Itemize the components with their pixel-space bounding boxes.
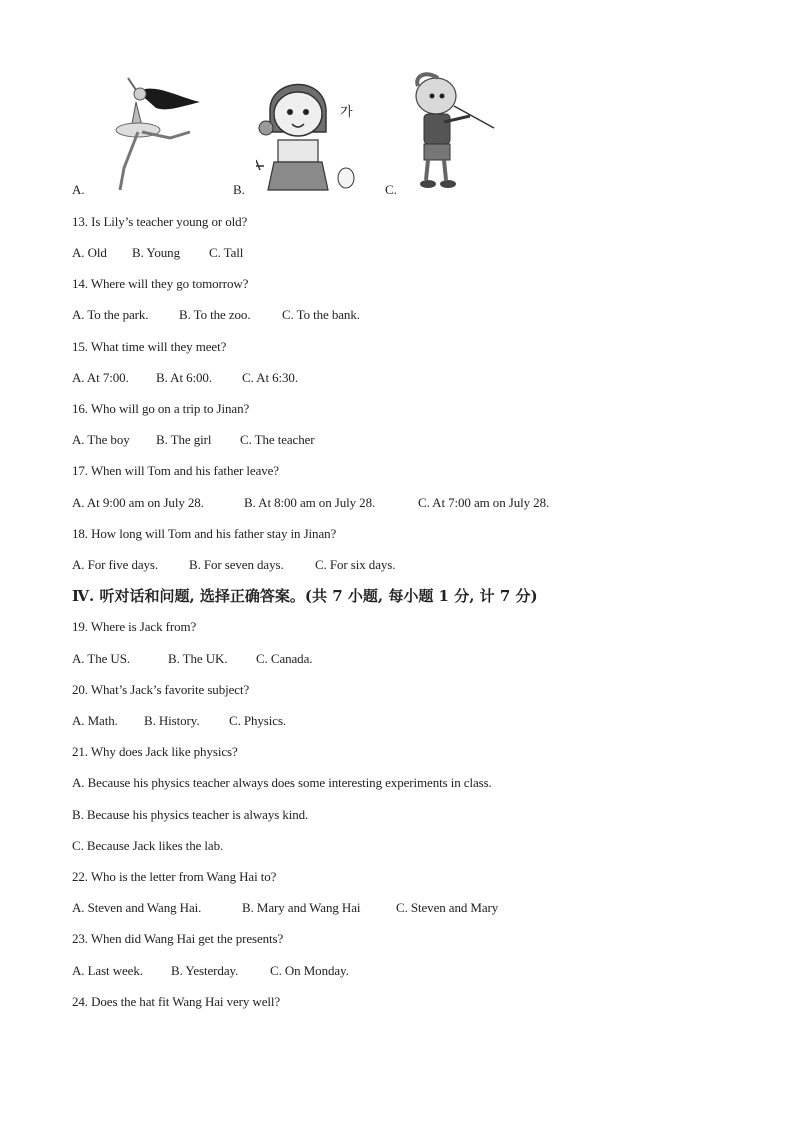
question-13: 13. Is Lily’s teacher young or old? (72, 214, 248, 229)
question-19-options (72, 651, 312, 667)
option-c[interactable]: C. Physics. (229, 713, 287, 728)
question-15: 15. What time will they meet? (72, 339, 227, 354)
question-22-options (72, 900, 498, 916)
question-16: 16. Who will go on a trip to Jinan? (72, 401, 250, 416)
option-a[interactable]: A. Last week. (72, 963, 143, 978)
girl-playing-violin-picture (408, 72, 498, 192)
picture-label-c: C. (385, 182, 397, 197)
question-17: 17. When will Tom and his father leave? (72, 463, 279, 478)
question-17-options (72, 495, 549, 511)
option-b[interactable]: B. History. (144, 713, 200, 728)
option-a[interactable]: A. At 7:00. (72, 370, 129, 385)
question-23-options (72, 963, 349, 979)
question-21: 21. Why does Jack like physics? (72, 744, 238, 759)
option-b[interactable]: B. Mary and Wang Hai (242, 900, 361, 915)
picture-tag-text: 가 (340, 105, 353, 120)
girl-singing-picture (256, 70, 360, 192)
picture-options (72, 68, 522, 196)
option-c[interactable]: C. Because Jack likes the lab. (72, 838, 224, 853)
picture-label-a: A. (72, 182, 85, 197)
question-22: 22. Who is the letter from Wang Hai to? (72, 869, 277, 884)
option-c[interactable]: C. For six days. (315, 557, 396, 572)
option-b[interactable]: B. For seven days. (189, 557, 284, 572)
question-14-options (72, 307, 360, 323)
option-a[interactable]: A. The boy (72, 432, 130, 447)
option-b[interactable]: B. To the zoo. (179, 307, 251, 322)
question-16-options (72, 432, 315, 448)
question-13-options (72, 245, 243, 261)
question-19: 19. Where is Jack from? (72, 619, 197, 634)
option-c[interactable]: C. On Monday. (270, 963, 349, 978)
option-a[interactable]: A. The US. (72, 651, 130, 666)
option-c[interactable]: C. Steven and Mary (396, 900, 499, 915)
option-c[interactable]: C. Tall (209, 245, 244, 260)
question-18: 18. How long will Tom and his father stay in Jinan? (72, 526, 337, 541)
option-c[interactable]: C. Canada. (256, 651, 313, 666)
question-24: 24. Does the hat fit Wang Hai very well? (72, 994, 281, 1009)
option-a[interactable]: A. To the park. (72, 307, 149, 322)
option-a[interactable]: A. Steven and Wang Hai. (72, 900, 202, 915)
option-c[interactable]: C. At 7:00 am on July 28. (418, 495, 550, 510)
ballerina-dancing-picture (98, 72, 208, 192)
option-b[interactable]: B. The girl (156, 432, 212, 447)
option-a[interactable]: A. Because his physics teacher always does some interesting experiments in class. (72, 775, 492, 790)
option-c[interactable]: C. The teacher (240, 432, 315, 447)
option-a[interactable]: A. For five days. (72, 557, 159, 572)
question-23: 23. When did Wang Hai get the presents? (72, 931, 284, 946)
option-b[interactable]: B. Because his physics teacher is always kind. (72, 807, 309, 822)
question-20: 20. What’s Jack’s favorite subject? (72, 682, 250, 697)
question-15-options (72, 370, 298, 386)
option-b[interactable]: B. At 6:00. (156, 370, 212, 385)
section-heading: Ⅳ. 听对话和问题, 选择正确答案。(共 7 小题, 每小题 1 分, 计 7 分) (72, 587, 538, 605)
option-a[interactable]: A. At 9:00 am on July 28. (72, 495, 204, 510)
option-b[interactable]: B. Yesterday. (171, 963, 239, 978)
option-a[interactable]: A. Math. (72, 713, 118, 728)
question-14: 14. Where will they go tomorrow? (72, 276, 249, 291)
option-b[interactable]: B. The UK. (168, 651, 228, 666)
option-b[interactable]: B. At 8:00 am on July 28. (244, 495, 376, 510)
option-c[interactable]: C. At 6:30. (242, 370, 298, 385)
question-20-options (72, 713, 286, 729)
option-a[interactable]: A. Old (72, 245, 107, 260)
option-c[interactable]: C. To the bank. (282, 307, 360, 322)
option-b[interactable]: B. Young (132, 245, 180, 260)
picture-label-b: B. (233, 182, 245, 197)
question-18-options (72, 557, 395, 573)
